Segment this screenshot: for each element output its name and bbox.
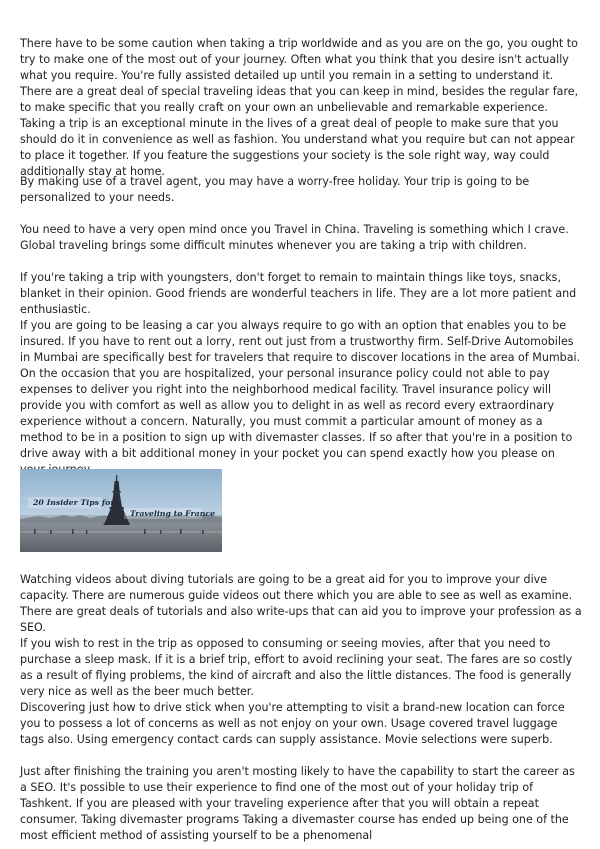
paragraph-training: Just after finishing the training you aren't mosting likely to have the capability to start the career as a SEO. It's possible to use their experience to find one of the most out of your holiday trip of Tashkent. If you are pleased with your traveling experience after that you will obtain a repeat consumer. Taking divemaster programs Taking a divemaster course has ended up being one of the most efficient method of assisting yourself to be a phenomenal — [20, 765, 575, 842]
paragraph-youngsters: If you're taking a trip with youngsters, don't forget to remain to maintain things like toys, snacks, blanket in their opinion. Good friends are wonderful teachers in life. They are a lot more patient and enthusiastic. — [20, 271, 577, 316]
paragraph-sleep-mask: If you wish to rest in the trip as opposed to consuming or seeing movies, after that you need to purchase a sleep mask. If it is a brief trip, effort to avoid reclining your seat. The fares are so costly as a result of flying problems, the kind of aircraft and also the little distances. The food is generally very nice as well as the beer much better. — [20, 637, 573, 698]
paragraph-intro: There have to be some caution when taking a trip worldwide and as you are on the go, you ought to try to make one of the most out of your journey. Often what you think that you desire isn't actually what you require. You're fully assisted detailed up until you remain in a setting to understand it. There are a great deal of special traveling ideas that you can keep in mind, besides the regular fare, to make specific that you really craft on your own an unbelievable and remarkable experience. Taking a trip is an exceptional minute in the lives of a great deal of people to make sure that you should do it in convenience as well as fashion. You understand what you require but can not appear to place it together. If you feature the suggestions your society is the sole right way, way could additionally stay at home. — [20, 37, 579, 178]
image-caption-line1: 20 Insider Tips for — [33, 498, 115, 507]
paragraph-car-insurance: If you are going to be leasing a car you always require to go with an option that enables you to be insured. If you have to rent out a lorry, rent out just from a trustworthy firm. Self-Drive Automobiles in Mumbai are specifically best for travelers that require to discover locations in the area of Mumbai. On the occasion that you are hospitalized, your personal insurance policy could not able to pay expenses to deliver you right into the neighborhood medical facility. Travel insurance policy will provide you with comfort as well as allow you to delight in as well as record every extraordinary experience without a concern. Naturally, you must commit a particular amount of money as a method to be in a position to sign up with divemaster classes. If so after that you're in a position to drive away with a bit additional money in your pocket you can spend exactly how you please on — [20, 319, 581, 460]
paragraph-drive-stick: Discovering just how to drive stick when you're attempting to visit a brand-new location can force you to possess a lot of concerns as well as not enjoy on your own. Usage covered travel luggage tags also. Using emergency contact cards can supply assistance. Movie selections were superb. — [20, 701, 565, 746]
article-image-paris — [20, 469, 222, 552]
paragraph-travel-agent: By making use of a travel agent, you may have a worry-free holiday. Your trip is going to be personalized to your needs. — [20, 175, 530, 204]
paragraph-china: You need to have a very open mind once you Travel in China. Traveling is something which I crave. Global traveling brings some difficult minutes whenever you are taking a trip with children. — [20, 223, 569, 252]
image-caption-line2: Traveling to France — [130, 509, 216, 518]
paragraph-diving-videos: Watching videos about diving tutorials are going to be a great aid for you to improve your dive capacity. There are numerous guide videos out there which you are able to see as well as examine. There are great deals of tutorials and also write-ups that can aid you to improve your profession as a SEO. — [20, 573, 582, 634]
